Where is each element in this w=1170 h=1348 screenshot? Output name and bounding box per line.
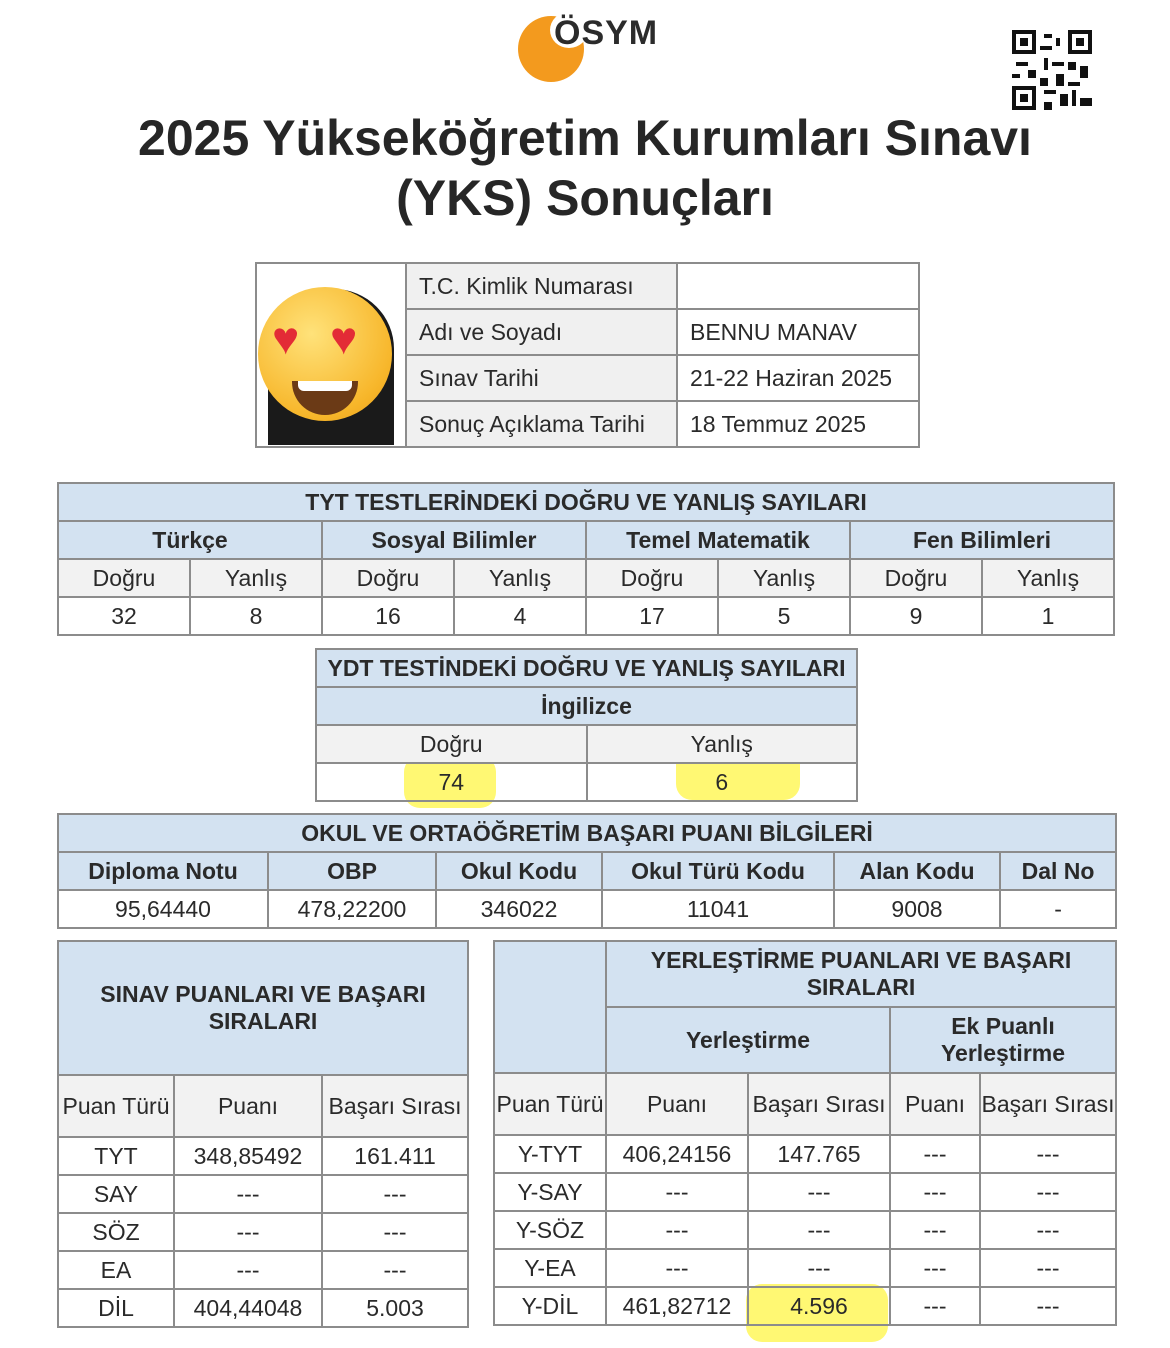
rank-say: --- [322, 1175, 468, 1213]
placement-score-ea: --- [606, 1249, 748, 1287]
score-soz: --- [174, 1213, 322, 1251]
branch-no-header: Dal No [1000, 852, 1116, 890]
score-type-say: SAY [58, 1175, 174, 1213]
placement-type-soz: Y-SÖZ [494, 1211, 606, 1249]
diploma-header: Diploma Notu [58, 852, 268, 890]
school-code-header: Okul Kodu [436, 852, 602, 890]
extra-rank-soz: --- [980, 1211, 1116, 1249]
rank-tyt: 161.411 [322, 1137, 468, 1175]
result-date-label: Sonuç Açıklama Tarihi [406, 401, 677, 447]
ydt-subject: İngilizce [316, 687, 857, 725]
placement-type-header: Puan Türü [494, 1073, 606, 1135]
placement-score-soz: --- [606, 1211, 748, 1249]
turkce-correct: 32 [58, 597, 190, 635]
ydt-correct-header: Doğru [316, 725, 587, 763]
school-code-value: 346022 [436, 890, 602, 928]
school-type-value: 11041 [602, 890, 834, 928]
branch-no-value: - [1000, 890, 1116, 928]
diploma-value: 95,64440 [58, 890, 268, 928]
score-type-tyt: TYT [58, 1137, 174, 1175]
extra-placement-group-header: Ek Puanlı Yerleştirme [890, 1007, 1116, 1073]
placement-score-header: Puanı [606, 1073, 748, 1135]
placement-title: YERLEŞTİRME PUANLARI VE BAŞARI SIRALARI [606, 941, 1116, 1007]
extra-rank-ea: --- [980, 1249, 1116, 1287]
candidate-info-table [255, 262, 920, 448]
tc-no-value [677, 263, 919, 309]
score-type-ea: EA [58, 1251, 174, 1289]
placement-score-dil: 461,82712 [606, 1287, 748, 1325]
sosyal-correct: 16 [322, 597, 454, 635]
heart-icon: ♥ [330, 312, 358, 364]
extra-rank-header: Başarı Sırası [980, 1073, 1116, 1135]
field-code-value: 9008 [834, 890, 1000, 928]
ydt-wrong-header: Yanlış [587, 725, 858, 763]
photo-frame [258, 265, 404, 445]
qr-code-icon [1012, 30, 1092, 110]
correct-header: Doğru [322, 559, 454, 597]
extra-score-tyt: --- [890, 1135, 980, 1173]
tyt-title: TYT TESTLERİNDEKİ DOĞRU VE YANLIŞ SAYILARI [58, 483, 1114, 521]
heart-eyes-emoji-icon [258, 287, 392, 421]
name-label: Adı ve Soyadı [406, 309, 677, 355]
score-tyt: 348,85492 [174, 1137, 322, 1175]
subject-matematik: Temel Matematik [586, 521, 850, 559]
subject-fen: Fen Bilimleri [850, 521, 1114, 559]
ydt-title: YDT TESTİNDEKİ DOĞRU VE YANLIŞ SAYILARI [316, 649, 857, 687]
matematik-correct: 17 [586, 597, 718, 635]
placement-group-header: Yerleştirme [606, 1007, 890, 1073]
score-ea: --- [174, 1251, 322, 1289]
extra-rank-tyt: --- [980, 1135, 1116, 1173]
ydt-wrong-value: 6 [587, 763, 858, 801]
ydt-results-table [315, 648, 858, 802]
matematik-wrong: 5 [718, 597, 850, 635]
correct-header: Doğru [850, 559, 982, 597]
subject-turkce: Türkçe [58, 521, 322, 559]
school-info-title: OKUL VE ORTAÖĞRETİM BAŞARI PUANI BİLGİLERİ [58, 814, 1116, 852]
placement-rank-ea: --- [748, 1249, 890, 1287]
page-title [60, 108, 1110, 228]
exam-scores-title: SINAV PUANLARI VE BAŞARI SIRALARI [58, 941, 468, 1075]
exam-scores-table [57, 940, 469, 1328]
correct-header: Doğru [586, 559, 718, 597]
score-type-soz: SÖZ [58, 1213, 174, 1251]
name-value: BENNU MANAV [677, 309, 919, 355]
fen-wrong: 1 [982, 597, 1114, 635]
extra-score-header: Puanı [890, 1073, 980, 1135]
score-say: --- [174, 1175, 322, 1213]
obp-header: OBP [268, 852, 436, 890]
sosyal-wrong: 4 [454, 597, 586, 635]
school-type-header: Okul Türü Kodu [602, 852, 834, 890]
placement-rank-header: Başarı Sırası [748, 1073, 890, 1135]
wrong-header: Yanlış [454, 559, 586, 597]
score-type-dil: DİL [58, 1289, 174, 1327]
extra-score-dil: --- [890, 1287, 980, 1325]
placement-rank-tyt: 147.765 [748, 1135, 890, 1173]
tyt-results-table [57, 482, 1115, 636]
placement-score-tyt: 406,24156 [606, 1135, 748, 1173]
page-title-line1: 2025 Yükseköğretim Kurumları Sınavı [138, 110, 1032, 166]
placement-rank-dil: 4.596 [748, 1287, 890, 1325]
placement-type-tyt: Y-TYT [494, 1135, 606, 1173]
extra-score-ea: --- [890, 1249, 980, 1287]
school-info-table [57, 813, 1117, 929]
teeth-shape [298, 381, 352, 391]
result-date-value: 18 Temmuz 2025 [677, 401, 919, 447]
extra-rank-dil: --- [980, 1287, 1116, 1325]
wrong-header: Yanlış [190, 559, 322, 597]
page-title-line2: (YKS) Sonuçları [396, 170, 774, 226]
rank-ea: --- [322, 1251, 468, 1289]
exam-date-label: Sınav Tarihi [406, 355, 677, 401]
rank-dil: 5.003 [322, 1289, 468, 1327]
extra-score-say: --- [890, 1173, 980, 1211]
obp-value: 478,22200 [268, 890, 436, 928]
subject-sosyal: Sosyal Bilimler [322, 521, 586, 559]
placement-blank-header [494, 941, 606, 1073]
ydt-correct-value: 74 [316, 763, 587, 801]
wrong-header: Yanlış [718, 559, 850, 597]
score-type-header: Puan Türü [58, 1075, 174, 1137]
osym-logo [512, 8, 672, 80]
placement-score-say: --- [606, 1173, 748, 1211]
extra-score-soz: --- [890, 1211, 980, 1249]
placement-type-dil: Y-DİL [494, 1287, 606, 1325]
rank-soz: --- [322, 1213, 468, 1251]
correct-header: Doğru [58, 559, 190, 597]
fen-correct: 9 [850, 597, 982, 635]
placement-rank-soz: --- [748, 1211, 890, 1249]
wrong-header: Yanlış [982, 559, 1114, 597]
tc-no-label: T.C. Kimlik Numarası [406, 263, 677, 309]
candidate-photo [256, 263, 406, 447]
field-code-header: Alan Kodu [834, 852, 1000, 890]
placement-scores-table [493, 940, 1117, 1326]
exam-date-value: 21-22 Haziran 2025 [677, 355, 919, 401]
placement-rank-say: --- [748, 1173, 890, 1211]
logo-text: ÖSYM [554, 14, 659, 52]
heart-icon: ♥ [272, 312, 300, 364]
extra-rank-say: --- [980, 1173, 1116, 1211]
turkce-wrong: 8 [190, 597, 322, 635]
score-dil: 404,44048 [174, 1289, 322, 1327]
score-header: Puanı [174, 1075, 322, 1137]
placement-type-ea: Y-EA [494, 1249, 606, 1287]
rank-header: Başarı Sırası [322, 1075, 468, 1137]
placement-type-say: Y-SAY [494, 1173, 606, 1211]
